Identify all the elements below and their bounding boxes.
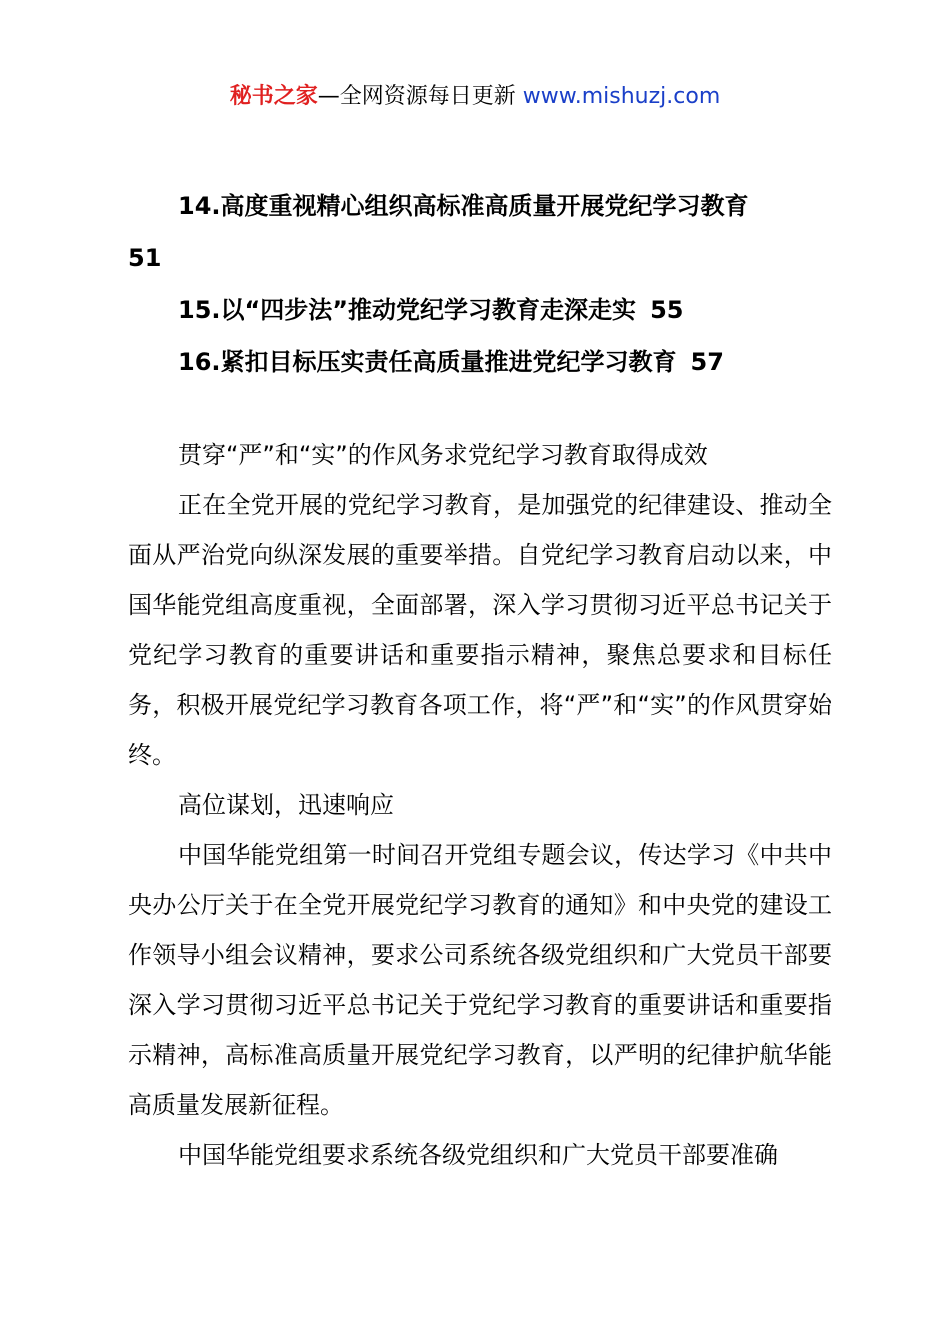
article-paragraph: 中国华能党组要求系统各级党组织和广大党员干部要准确 bbox=[178, 1141, 778, 1169]
toc-item-page-number: 51 bbox=[128, 244, 162, 272]
toc-item-16[interactable] bbox=[128, 336, 838, 388]
toc-item-title: 16.紧扣目标压实责任高质量推进党纪学习教育 bbox=[178, 348, 677, 376]
article-paragraph: 正在全党开展的党纪学习教育，是加强党的纪律建设、推动全面从严治党向纵深发展的重要举措。自党纪学习教育启动以来，中国华能党组高度重视，全面部署，深入学习贯彻习近平总书记关于党纪学习教育的重要讲话和重要指示精神，聚焦总要求和目标任务，积极开展党纪学习教育各项工作，将“严”和“实”的作风贯穿始终。 bbox=[128, 491, 832, 769]
table-of-contents bbox=[128, 180, 838, 388]
toc-item-page-number: 55 bbox=[650, 296, 684, 324]
article-title: 贯穿“严”和“实”的作风务求党纪学习教育取得成效 bbox=[178, 441, 708, 469]
toc-item-title: 14.高度重视精心组织高标准高质量开展党纪学习教育 bbox=[178, 192, 749, 220]
toc-item-15[interactable] bbox=[128, 284, 838, 336]
site-brand: 秘书之家 bbox=[229, 84, 318, 109]
toc-item-title: 15.以“四步法”推动党纪学习教育走深走实 bbox=[178, 296, 637, 324]
article-paragraph: 中国华能党组第一时间召开党组专题会议，传达学习《中共中央办公厅关于在全党开展党纪学习教育的通知》和中央党的建设工作领导小组会议精神，要求公司系统各级党组织和广大党员干部要深入学习贯彻习近平总书记关于党纪学习教育的重要讲话和重要指示精神，高标准高质量开展党纪学习教育，以严明的纪律护航华能高质量发展新征程。 bbox=[128, 841, 832, 1119]
toc-item-14-page bbox=[128, 232, 838, 284]
toc-item-14[interactable] bbox=[128, 180, 838, 232]
site-header bbox=[0, 80, 950, 114]
site-url-link[interactable]: www.mishuzj.com bbox=[522, 84, 721, 109]
toc-item-page-number: 57 bbox=[690, 348, 724, 376]
article-body bbox=[128, 430, 832, 1180]
section-heading: 高位谋划，迅速响应 bbox=[178, 791, 394, 819]
site-slogan: —全网资源每日更新 bbox=[317, 84, 516, 109]
